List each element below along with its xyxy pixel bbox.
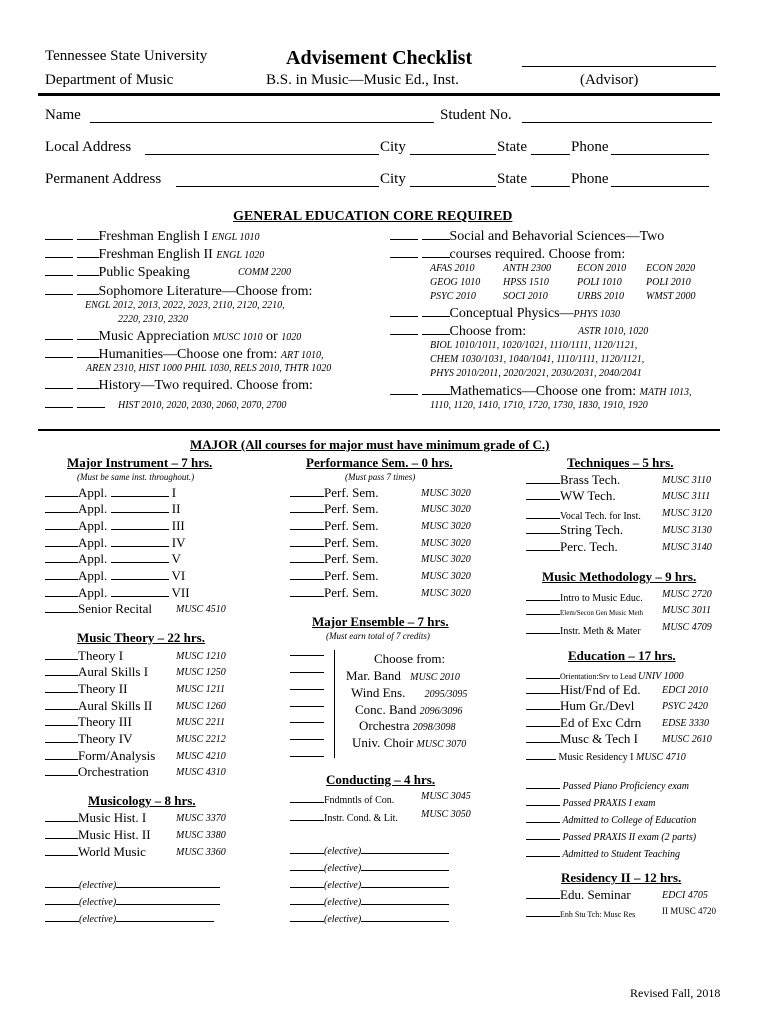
- social-code: ECON 2010: [577, 263, 627, 274]
- ensemble-blank[interactable]: [290, 672, 324, 673]
- theory-code: MUSC 1250: [176, 667, 226, 678]
- student-teaching-code: II MUSC 4720: [662, 906, 717, 916]
- appl-row[interactable]: Appl. I: [45, 485, 176, 501]
- ensemble-choose: Choose from:: [374, 651, 446, 666]
- local-state-label: State: [497, 139, 527, 155]
- theory-row[interactable]: Aural Skills I: [45, 664, 148, 680]
- ensemble-note: (Must earn total of 7 credits): [326, 631, 430, 641]
- technique-row[interactable]: Perc. Tech.: [526, 539, 618, 555]
- technique-code: MUSC 3130: [662, 525, 712, 536]
- methodology-code: MUSC 4709: [662, 622, 712, 633]
- permanent-address-label: Permanent Address: [45, 171, 162, 187]
- social-code: HPSS 1510: [503, 277, 549, 288]
- theory-code: MUSC 1211: [176, 684, 225, 695]
- residency2-heading: Residency II – 12 hrs.: [561, 870, 682, 885]
- education-code: EDSE 3330: [662, 718, 709, 729]
- permanent-phone-field[interactable]: [611, 186, 709, 187]
- instrument-note: (Must be same inst. throughout.): [77, 472, 195, 482]
- technique-row[interactable]: Vocal Tech. for Inst.: [526, 507, 641, 522]
- recital-code: MUSC 4510: [176, 604, 226, 615]
- ensemble-blank[interactable]: [290, 706, 324, 707]
- permanent-address-field[interactable]: [176, 186, 379, 187]
- ensemble-item: Univ. Choir MUSC 3070: [352, 735, 467, 750]
- gen-ed-item[interactable]: Sophomore Literature—Choose from:: [45, 283, 312, 300]
- technique-code: MUSC 3111: [662, 491, 711, 502]
- header-divider: [38, 93, 720, 96]
- elective-row[interactable]: (elective): [45, 893, 220, 908]
- gen-ed-item[interactable]: Social and Behavorial Sciences—Two: [390, 228, 664, 245]
- education-row[interactable]: Hist/Fnd of Ed.: [526, 682, 641, 698]
- methodology-row[interactable]: Elem/Secon Gen Music Meth: [526, 606, 643, 617]
- requirement-check[interactable]: Admitted to College of Education: [526, 811, 696, 826]
- perf-sem-code: MUSC 3020: [421, 538, 471, 549]
- student-no-field[interactable]: [522, 122, 712, 123]
- perf-sem-row[interactable]: Perf. Sem.: [290, 535, 379, 551]
- history-codes: HIST 2010, 2020, 2030, 2060, 2070, 2700: [118, 400, 287, 411]
- technique-row[interactable]: WW Tech.: [526, 488, 616, 504]
- humanities-codes: AREN 2310, HIST 1000 PHIL 1030, RELS 2010, THTR 1020: [86, 363, 332, 374]
- ensemble-blank[interactable]: [290, 722, 324, 723]
- elective-row[interactable]: (elective): [290, 859, 449, 874]
- name-label: Name: [45, 107, 81, 123]
- page-title: Advisement Checklist: [286, 47, 473, 69]
- local-address-label: Local Address: [45, 139, 132, 155]
- perf-sem-row[interactable]: Perf. Sem.: [290, 501, 379, 517]
- methodology-row[interactable]: Instr. Meth & Mater: [526, 622, 641, 637]
- conducting-heading: Conducting – 4 hrs.: [326, 772, 436, 787]
- education-row[interactable]: Ed of Exc Cdrn: [526, 715, 641, 731]
- gen-ed-item[interactable]: Conceptual Physics—PHYS 1030: [390, 305, 620, 322]
- revised-date: Revised Fall, 2018: [630, 986, 721, 1000]
- social-code: SOCI 2010: [503, 291, 548, 302]
- local-city-label: City: [380, 139, 406, 155]
- requirement-check[interactable]: Passed PRAXIS I exam: [526, 794, 656, 809]
- perf-sem-code: MUSC 3020: [421, 588, 471, 599]
- methodology-heading: Music Methodology – 9 hrs.: [542, 569, 697, 584]
- theory-heading: Music Theory – 22 hrs.: [77, 630, 205, 645]
- appl-row[interactable]: Appl. II: [45, 501, 180, 517]
- appl-row[interactable]: Appl. VI: [45, 568, 185, 584]
- education-code: MUSC 2610: [662, 734, 712, 745]
- social-code: ANTH 2300: [503, 263, 552, 274]
- requirement-check[interactable]: Admitted to Student Teaching: [526, 845, 680, 860]
- permanent-state-label: State: [497, 171, 527, 187]
- musicology-heading: Musicology – 8 hrs.: [88, 793, 196, 808]
- musicology-code: MUSC 3360: [176, 847, 226, 858]
- ensemble-heading: Major Ensemble – 7 hrs.: [312, 614, 449, 629]
- elective-row[interactable]: (elective): [290, 876, 449, 891]
- social-code: AFAS 2010: [430, 263, 475, 274]
- program-subtitle: B.S. in Music—Music Ed., Inst.: [266, 72, 459, 88]
- soph-lit-codes: ENGL 2012, 2013, 2022, 2023, 2110, 2120, 2210,: [85, 300, 285, 311]
- local-address-field[interactable]: [145, 154, 379, 155]
- perf-sem-row[interactable]: Perf. Sem.: [290, 568, 379, 584]
- appl-row[interactable]: Appl. III: [45, 518, 185, 534]
- name-field[interactable]: [90, 122, 434, 123]
- technique-code: MUSC 3120: [662, 508, 712, 519]
- ensemble-bracket: [334, 650, 335, 758]
- perf-sem-row[interactable]: Perf. Sem.: [290, 485, 379, 501]
- musicology-row[interactable]: World Music: [45, 844, 146, 860]
- soph-lit-codes: 2220, 2310, 2320: [118, 314, 188, 325]
- science-codes: CHEM 1030/1031, 1040/1041, 1110/1111, 1120/1121,: [430, 354, 645, 365]
- conducting-row[interactable]: Instr. Cond. & Lit.: [290, 809, 398, 824]
- theory-row[interactable]: Orchestration: [45, 764, 149, 780]
- theory-row[interactable]: Theory III: [45, 714, 132, 730]
- social-code: WMST 2000: [646, 291, 696, 302]
- perf-sem-row[interactable]: Perf. Sem.: [290, 585, 379, 601]
- education-row[interactable]: Musc & Tech I: [526, 731, 638, 747]
- technique-row[interactable]: Brass Tech.: [526, 472, 620, 488]
- gen-ed-item[interactable]: Freshman English I ENGL 1010: [45, 228, 260, 245]
- performance-heading: Performance Sem. – 0 hrs.: [306, 455, 453, 470]
- university-name: Tennessee State University: [45, 48, 208, 64]
- gen-ed-item[interactable]: Humanities—Choose one from: ART 1010,: [45, 346, 323, 363]
- major-divider: [38, 429, 720, 431]
- ensemble-blank[interactable]: [290, 756, 324, 757]
- ensemble-item: Wind Ens. 2095/3095: [351, 685, 468, 700]
- theory-row[interactable]: Theory II: [45, 681, 127, 697]
- local-city-field[interactable]: [410, 154, 496, 155]
- orientation-row[interactable]: Orientation:Srv to Lead UNIV 1000: [526, 669, 684, 682]
- musicology-row[interactable]: Music Hist. II: [45, 827, 151, 843]
- math-codes: 1110, 1120, 1410, 1710, 1720, 1730, 1830, 1910, 1920: [430, 400, 648, 411]
- education-code: EDCI 2010: [662, 685, 708, 696]
- ensemble-item: Conc. Band 2096/3096: [355, 702, 463, 717]
- gen-ed-item[interactable]: Public Speaking: [45, 264, 190, 281]
- social-code: GEOG 1010: [430, 277, 481, 288]
- methodology-code: MUSC 2720: [662, 589, 712, 600]
- performance-note: (Must pass 7 times): [345, 472, 416, 482]
- perf-sem-code: MUSC 3020: [421, 554, 471, 565]
- conducting-code: MUSC 3045: [421, 791, 471, 802]
- technique-code: MUSC 3110: [662, 475, 711, 486]
- theory-row[interactable]: Theory IV: [45, 731, 133, 747]
- permanent-phone-label: Phone: [571, 171, 609, 187]
- education-row[interactable]: Hum Gr./Devl: [526, 698, 634, 714]
- theory-code: MUSC 2211: [176, 717, 225, 728]
- techniques-heading: Techniques – 5 hrs.: [567, 455, 674, 470]
- theory-code: MUSC 2212: [176, 734, 226, 745]
- local-phone-label: Phone: [571, 139, 609, 155]
- perf-sem-row[interactable]: Perf. Sem.: [290, 551, 379, 567]
- gen-ed-item[interactable]: courses required. Choose from:: [390, 246, 625, 263]
- social-code: PSYC 2010: [430, 291, 476, 302]
- permanent-city-label: City: [380, 171, 406, 187]
- elective-row[interactable]: (elective): [45, 910, 214, 925]
- gen-ed-item[interactable]: Freshman English II ENGL 1020: [45, 246, 264, 263]
- elective-row[interactable]: (elective): [290, 842, 449, 857]
- ensemble-item: Mar. Band MUSC 2010: [346, 668, 460, 683]
- seminar-row[interactable]: Edu. Seminar: [526, 887, 631, 903]
- conducting-code: MUSC 3050: [421, 809, 471, 820]
- social-code: POLI 1010: [577, 277, 622, 288]
- conducting-row[interactable]: Fndmntls of Con.: [290, 791, 394, 806]
- seminar-code: EDCI 4705: [662, 890, 708, 901]
- gen-ed-item[interactable]: Music Appreciation MUSC 1010 or 1020: [45, 328, 301, 345]
- elective-row[interactable]: (elective): [290, 910, 449, 925]
- permanent-state-field[interactable]: [531, 186, 570, 187]
- perf-sem-code: MUSC 3020: [421, 504, 471, 515]
- education-code: PSYC 2420: [662, 701, 708, 712]
- ensemble-blank[interactable]: [290, 689, 324, 690]
- science-codes: PHYS 2010/2011, 2020/2021, 2030/2031, 2040/2041: [430, 368, 642, 379]
- theory-row[interactable]: Aural Skills II: [45, 698, 152, 714]
- ensemble-item: Orchestra 2098/3098: [359, 718, 456, 733]
- gen-ed-item[interactable]: Mathematics—Choose one from: MATH 1013,: [390, 383, 692, 400]
- requirement-check[interactable]: Passed Piano Proficiency exam: [526, 777, 689, 792]
- theory-row[interactable]: Form/Analysis: [45, 748, 155, 764]
- social-code: POLI 2010: [646, 277, 691, 288]
- appl-row[interactable]: Appl. VII: [45, 585, 190, 601]
- advisor-field[interactable]: [522, 66, 716, 67]
- ensemble-blank[interactable]: [290, 739, 324, 740]
- perf-sem-row[interactable]: Perf. Sem.: [290, 518, 379, 534]
- science-codes: BIOL 1010/1011, 1020/1021, 1110/1111, 1120/1121,: [430, 340, 638, 351]
- musicology-code: MUSC 3370: [176, 813, 226, 824]
- methodology-row[interactable]: Intro to Music Educ.: [526, 589, 643, 604]
- perf-sem-code: MUSC 3020: [421, 488, 471, 499]
- gen-ed-heading: GENERAL EDUCATION CORE REQUIRED: [233, 209, 513, 224]
- gen-ed-item[interactable]: [45, 396, 105, 413]
- musicology-code: MUSC 3380: [176, 830, 226, 841]
- local-state-field[interactable]: [531, 154, 570, 155]
- speaking-code: COMM 2200: [238, 267, 292, 278]
- education-heading: Education – 17 hrs.: [568, 648, 676, 663]
- theory-code: MUSC 1210: [176, 651, 226, 662]
- perf-sem-code: MUSC 3020: [421, 571, 471, 582]
- advisor-label: (Advisor): [580, 72, 639, 88]
- theory-row[interactable]: Theory I: [45, 648, 123, 664]
- gen-ed-item[interactable]: History—Two required. Choose from:: [45, 377, 313, 394]
- theory-code: MUSC 4210: [176, 751, 226, 762]
- perf-sem-code: MUSC 3020: [421, 521, 471, 532]
- methodology-code: MUSC 3011: [662, 605, 711, 616]
- permanent-city-field[interactable]: [410, 186, 496, 187]
- requirement-check[interactable]: Passed PRAXIS II exam (2 parts): [526, 828, 696, 843]
- appl-row[interactable]: Appl. IV: [45, 535, 185, 551]
- theory-code: MUSC 1260: [176, 701, 226, 712]
- student-no-label: Student No.: [440, 107, 512, 123]
- technique-code: MUSC 3140: [662, 542, 712, 553]
- department-name: Department of Music: [45, 72, 174, 88]
- social-code: URBS 2010: [577, 291, 624, 302]
- musicology-row[interactable]: Music Hist. I: [45, 810, 146, 826]
- science-choose-code: ASTR 1010, 1020: [578, 326, 649, 337]
- recital-row[interactable]: Senior Recital: [45, 601, 152, 617]
- local-phone-field[interactable]: [611, 154, 709, 155]
- elective-row[interactable]: (elective): [45, 876, 220, 891]
- gen-ed-item[interactable]: Choose from:: [390, 323, 526, 340]
- theory-code: MUSC 4310: [176, 767, 226, 778]
- appl-row[interactable]: Appl. V: [45, 551, 181, 567]
- student-teaching-row[interactable]: Enh Stu Tch: Musc Res: [526, 907, 635, 919]
- major-heading: MAJOR (All courses for major must have minimum grade of C.): [190, 437, 550, 452]
- technique-row[interactable]: String Tech.: [526, 522, 623, 538]
- ensemble-blank[interactable]: [290, 655, 324, 656]
- residency1-row[interactable]: Music Residency I MUSC 4710: [526, 748, 686, 763]
- elective-row[interactable]: (elective): [290, 893, 449, 908]
- instrument-heading: Major Instrument – 7 hrs.: [67, 455, 213, 470]
- social-code: ECON 2020: [646, 263, 696, 274]
